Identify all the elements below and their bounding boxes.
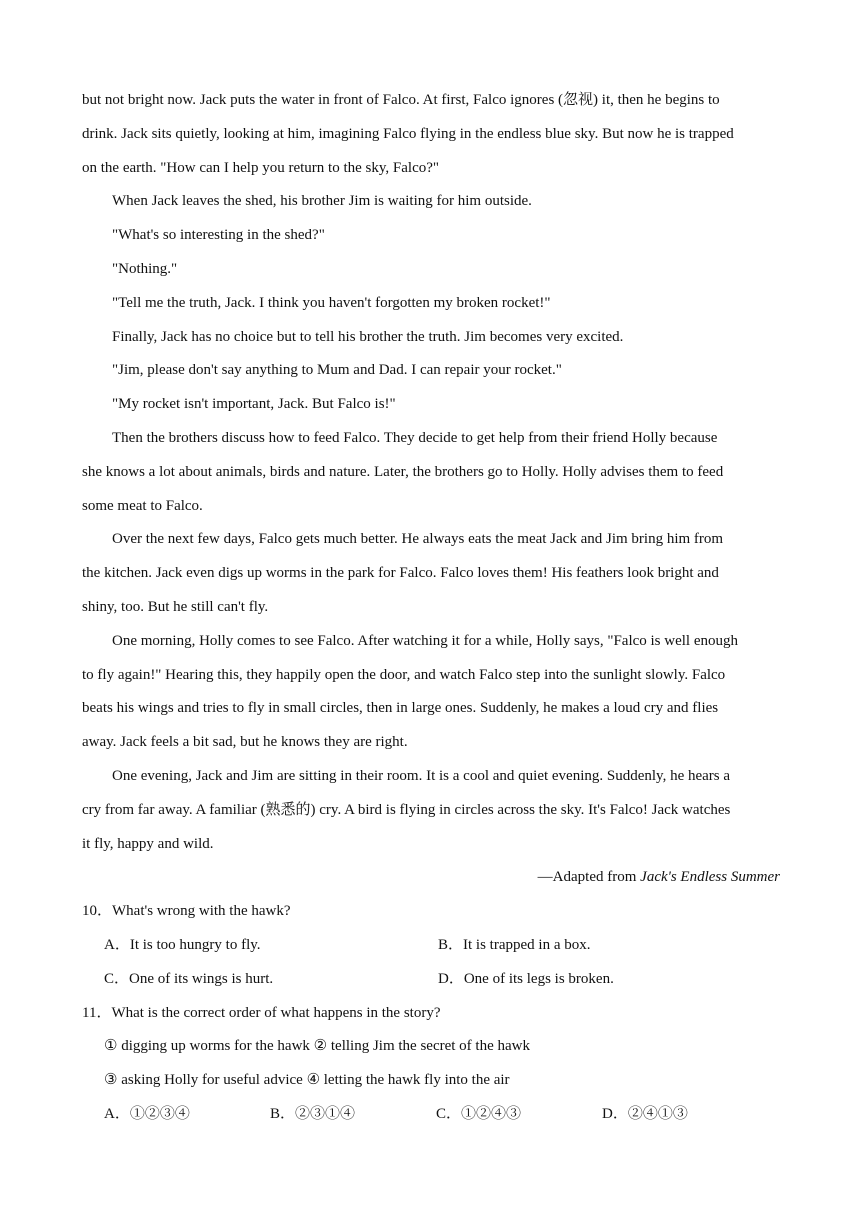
passage-line: Over the next few days, Falco gets much better. He always eats the meat Jack and Jim bring him from bbox=[112, 531, 724, 548]
passage-line: "Tell me the truth, Jack. I think you haven't forgotten my broken rocket!" bbox=[112, 294, 551, 311]
source-attribution bbox=[82, 861, 780, 895]
option-letter: B． bbox=[438, 936, 464, 953]
option-a[interactable] bbox=[104, 1098, 270, 1132]
option-letter: A． bbox=[104, 936, 130, 953]
option-text: It is trapped in a box. bbox=[463, 936, 591, 953]
question-text: What is the correct order of what happens in the story? bbox=[111, 1004, 441, 1021]
reading-passage bbox=[82, 84, 780, 1132]
options-row bbox=[82, 963, 780, 997]
passage-line: she knows a lot about animals, birds and nature. Later, the brothers go to Holly. Holly advises them to feed bbox=[82, 463, 724, 480]
passage-line: One evening, Jack and Jim are sitting in their room. It is a cool and quiet evening. Suddenly, he hears a bbox=[112, 767, 731, 784]
passage-line: cry from far away. A familiar (熟悉的) cry. A bird is flying in circles across the sky. It's Falco! Jack watches bbox=[82, 801, 731, 818]
passage-line: but not bright now. Jack puts the water in front of Falco. At first, Falco ignores (忽视) it, then he begins to bbox=[82, 92, 720, 108]
option-d[interactable] bbox=[602, 1098, 768, 1132]
option-text: ②④①③ bbox=[627, 1105, 688, 1122]
source-prefix: —Adapted from bbox=[537, 869, 641, 886]
event-list-line: ③ asking Holly for useful advice ④ letting the hawk fly into the air bbox=[104, 1072, 510, 1089]
question-number: 10． bbox=[82, 903, 113, 920]
option-letter: C． bbox=[436, 1105, 462, 1122]
option-letter: A． bbox=[104, 1105, 130, 1122]
option-b[interactable] bbox=[270, 1098, 436, 1132]
option-letter: C． bbox=[104, 970, 130, 987]
question-text: What's wrong with the hawk? bbox=[112, 903, 291, 920]
passage-line: One morning, Holly comes to see Falco. After watching it for a while, Holly says, "Falco is well enough bbox=[112, 632, 739, 649]
option-text: One of its legs is broken. bbox=[463, 970, 614, 987]
option-text: ①②③④ bbox=[129, 1105, 190, 1122]
passage-line: some meat to Falco. bbox=[82, 497, 203, 514]
options-row bbox=[82, 1098, 780, 1132]
option-text: One of its wings is hurt. bbox=[129, 970, 274, 987]
options-row bbox=[82, 929, 780, 963]
option-letter: D． bbox=[602, 1105, 628, 1122]
passage-line: on the earth. "How can I help you return to the sky, Falco?" bbox=[82, 159, 440, 176]
option-text: ①②④③ bbox=[461, 1105, 522, 1122]
passage-line: shiny, too. But he still can't fly. bbox=[82, 598, 269, 615]
passage-line: beats his wings and tries to fly in small circles, then in large ones. Suddenly, he makes a loud cry and flies bbox=[82, 700, 719, 717]
passage-line: "Nothing." bbox=[112, 260, 178, 277]
option-c[interactable] bbox=[436, 1098, 602, 1132]
passage-line: to fly again!" Hearing this, they happily open the door, and watch Falco step into the sunlight slowly. Falco bbox=[82, 666, 726, 683]
question-11 bbox=[82, 997, 780, 1031]
passage-line: When Jack leaves the shed, his brother Jim is waiting for him outside. bbox=[112, 193, 532, 210]
source-title: Jack's Endless Summer bbox=[640, 869, 780, 886]
passage-line: "What's so interesting in the shed?" bbox=[112, 227, 325, 244]
option-text: ②③①④ bbox=[295, 1105, 356, 1122]
question-number: 11． bbox=[82, 1004, 112, 1021]
option-letter: B． bbox=[270, 1105, 296, 1122]
passage-line: Finally, Jack has no choice but to tell his brother the truth. Jim becomes very excited. bbox=[112, 328, 624, 345]
passage-line: away. Jack feels a bit sad, but he knows they are right. bbox=[82, 734, 408, 751]
passage-line: it fly, happy and wild. bbox=[82, 835, 214, 852]
passage-line: the kitchen. Jack even digs up worms in the park for Falco. Falco loves them! His feathers look bright and bbox=[82, 565, 719, 582]
option-d[interactable] bbox=[438, 963, 772, 997]
passage-line: drink. Jack sits quietly, looking at him, imagining Falco flying in the endless blue sky. But now he is trapped bbox=[82, 125, 734, 142]
option-b[interactable] bbox=[438, 929, 772, 963]
question-10 bbox=[82, 895, 780, 929]
event-list-line: ① digging up worms for the hawk ② telling Jim the secret of the hawk bbox=[104, 1038, 530, 1055]
passage-line: Then the brothers discuss how to feed Falco. They decide to get help from their friend Holly because bbox=[112, 429, 718, 446]
option-c[interactable] bbox=[104, 963, 438, 997]
option-letter: D． bbox=[438, 970, 464, 987]
passage-line: "Jim, please don't say anything to Mum and Dad. I can repair your rocket." bbox=[112, 362, 562, 379]
option-text: It is too hungry to fly. bbox=[129, 936, 261, 953]
passage-line: "My rocket isn't important, Jack. But Falco is!" bbox=[112, 396, 396, 413]
option-a[interactable] bbox=[104, 929, 438, 963]
